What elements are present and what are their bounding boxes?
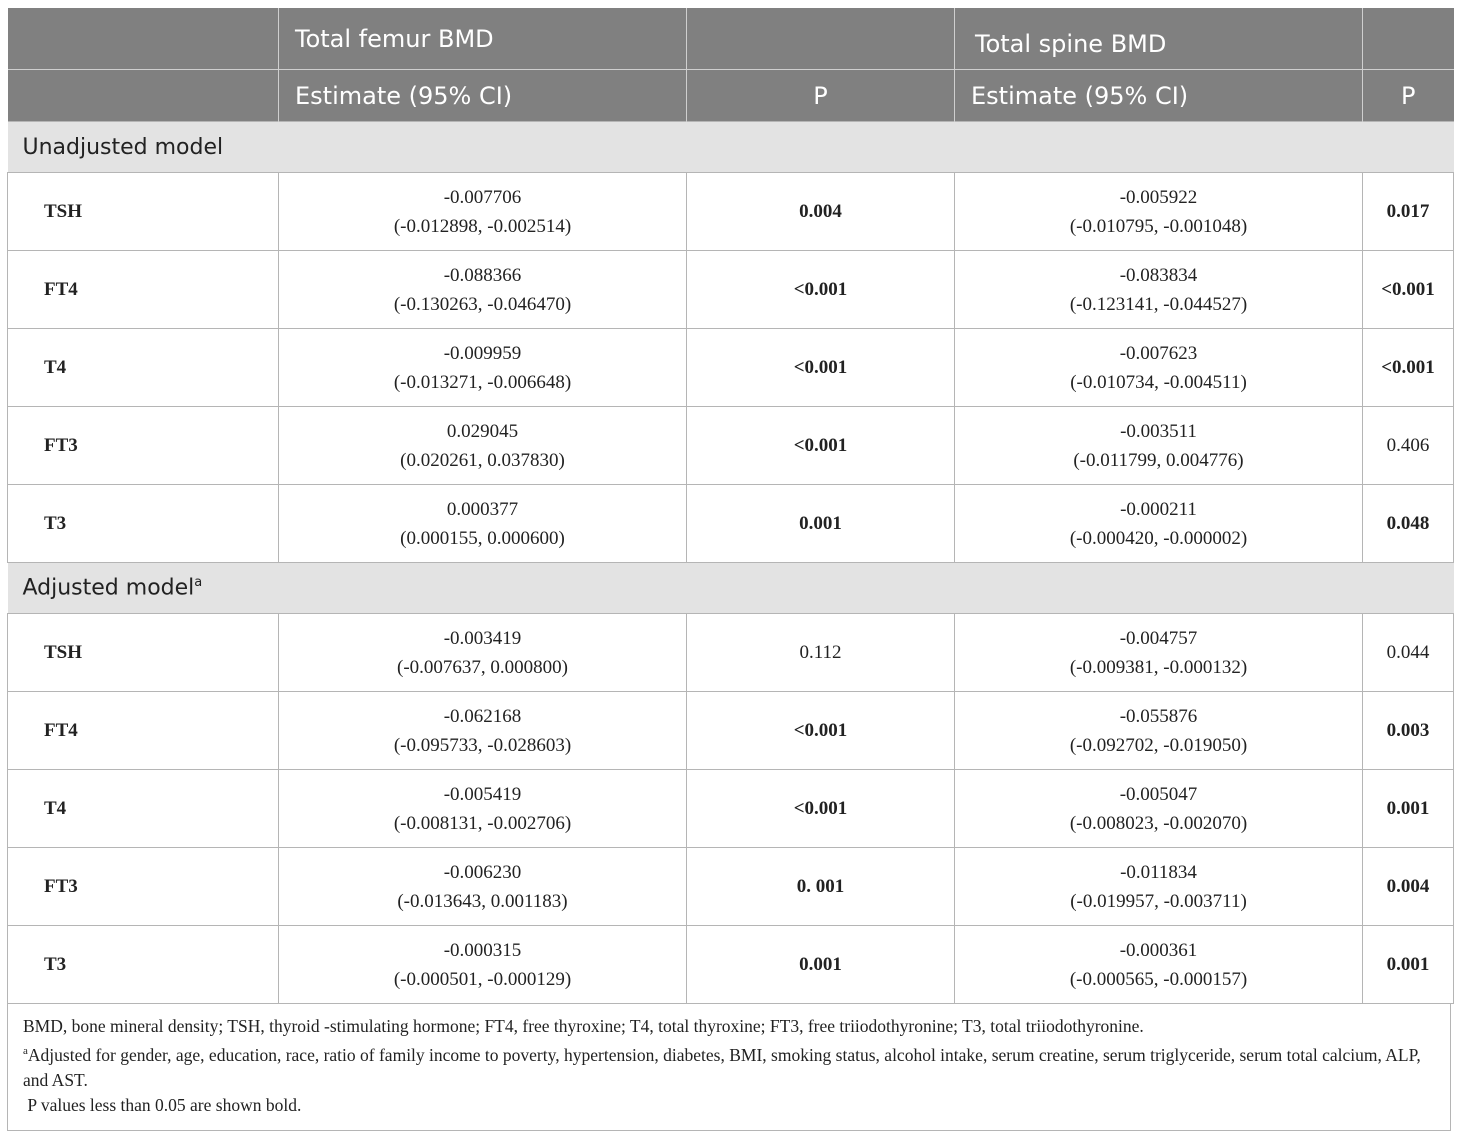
table-row [8,692,1454,770]
section-header-row [8,563,1454,614]
spine-confidence-interval: (-0.010734, -0.004511) [1070,371,1247,393]
table-row [8,251,1454,329]
femur-estimate-cell [279,848,687,926]
femur-p-value-cell: 0.001 [687,926,955,1004]
table-row [8,173,1454,251]
femur-confidence-interval: (-0.013271, -0.006648) [393,371,572,393]
variable-cell: TSH [8,614,279,692]
spine-p-value-cell: 0.048 [1363,485,1454,563]
femur-estimate-cell [279,770,687,848]
spine-estimate-cell [955,614,1363,692]
footnote-adjusted-text: Adjusted for gender, age, education, race, ratio of family income to poverty, hypertension, diabetes, BMI, smoking status, alcohol intake, serum creatine, serum triglyceride, serum total calcium, ALP, and AST. [23,1044,1421,1090]
header-row-groups [8,8,1454,70]
spine-p-value-cell: 0.001 [1363,770,1454,848]
femur-confidence-interval: (-0.000501, -0.000129) [393,968,572,990]
variable-cell: T3 [8,926,279,1004]
header-empty-cell [687,8,955,70]
spine-confidence-interval: (-0.000565, -0.000157) [1069,968,1248,990]
femur-p-value-cell: <0.001 [687,692,955,770]
spine-estimate-value: -0.005047 [1119,783,1198,805]
femur-confidence-interval: (-0.130263, -0.046470) [393,293,572,315]
femur-confidence-interval: (0.000155, 0.000600) [400,527,565,549]
femur-estimate-value: 0.000377 [446,498,519,520]
table-row [8,848,1454,926]
spine-p-value-cell: 0.004 [1363,848,1454,926]
femur-group-header: Total femur BMD [279,8,687,70]
spine-confidence-interval: (-0.123141, -0.044527) [1069,293,1248,315]
femur-estimate-value: 0.029045 [446,420,519,442]
femur-p-value-cell: <0.001 [687,770,955,848]
section-title-text: Adjusted model [22,575,195,601]
femur-confidence-interval: (-0.007637, 0.000800) [397,656,568,678]
femur-p-value-cell: <0.001 [687,407,955,485]
table-row [8,329,1454,407]
femur-estimate-value: -0.000315 [443,939,522,961]
spine-estimate-value: -0.083834 [1119,264,1198,286]
section-title-text: Unadjusted model [22,134,224,160]
spine-estimate-value: -0.000361 [1119,939,1198,961]
femur-estimate-value: -0.005419 [443,783,522,805]
spine-estimate-value: -0.004757 [1119,627,1198,649]
spine-confidence-interval: (-0.010795, -0.001048) [1069,215,1248,237]
footnote-abbreviations: BMD, bone mineral density; TSH, thyroid -stimulating hormone; FT4, free thyroxine; T4, total thyroxine; FT3, free triiodothyronine; T3, total triiodothyronine. [23,1016,1144,1036]
femur-estimate-cell [279,692,687,770]
femur-confidence-interval: (-0.013643, 0.001183) [397,890,568,912]
section-title [8,122,1454,173]
femur-confidence-interval: (-0.008131, -0.002706) [393,812,572,834]
footnote-bold-note-text: P values less than 0.05 are shown bold. [27,1094,302,1115]
spine-estimate-cell [955,329,1363,407]
table-row [8,614,1454,692]
footnote-bold-note [23,1093,1435,1118]
spine-confidence-interval: (-0.008023, -0.002070) [1069,812,1248,834]
femur-confidence-interval: (-0.012898, -0.002514) [393,215,572,237]
femur-estimate-cell [279,614,687,692]
spine-confidence-interval: (-0.019957, -0.003711) [1070,890,1247,912]
variable-cell: T4 [8,770,279,848]
spine-estimate-value: -0.011834 [1120,861,1197,883]
spine-estimate-cell [955,770,1363,848]
spine-p-value-cell: 0.003 [1363,692,1454,770]
variable-cell: FT4 [8,251,279,329]
variable-cell: TSH [8,173,279,251]
femur-p-value-cell: 0. 001 [687,848,955,926]
spine-estimate-cell [955,173,1363,251]
femur-estimate-header: Estimate (95% CI) [279,70,687,122]
header-row-columns [8,70,1454,122]
spine-estimate-value: -0.007623 [1119,342,1198,364]
spine-confidence-interval: (-0.092702, -0.019050) [1069,734,1248,756]
spine-estimate-cell [955,926,1363,1004]
table-row [8,485,1454,563]
variable-cell: FT3 [8,848,279,926]
table-row [8,926,1454,1004]
femur-estimate-cell [279,173,687,251]
femur-p-value-cell: 0.112 [687,614,955,692]
footnote-adjusted [23,1039,1435,1093]
table-row [8,407,1454,485]
femur-confidence-interval: (-0.095733, -0.028603) [393,734,572,756]
spine-estimate-value: -0.005922 [1119,186,1198,208]
variable-cell: FT3 [8,407,279,485]
spine-p-value-cell: <0.001 [1363,251,1454,329]
femur-p-value-cell: 0.004 [687,173,955,251]
femur-estimate-value: -0.006230 [443,861,522,883]
spine-estimate-cell [955,692,1363,770]
femur-confidence-interval: (0.020261, 0.037830) [400,449,565,471]
variable-cell: T3 [8,485,279,563]
table-row [8,770,1454,848]
spine-confidence-interval: (-0.000420, -0.000002) [1069,527,1248,549]
femur-p-value-cell: <0.001 [687,251,955,329]
spine-estimate-header: Estimate (95% CI) [955,70,1363,122]
spine-p-value-cell: 0.001 [1363,926,1454,1004]
femur-estimate-value: -0.003419 [443,627,522,649]
spine-estimate-value: -0.000211 [1120,498,1197,520]
spine-p-value-cell: 0.044 [1363,614,1454,692]
section-title [8,563,1454,614]
bmd-association-table [7,8,1454,1004]
spine-estimate-value: -0.055876 [1119,705,1198,727]
spine-confidence-interval: (-0.009381, -0.000132) [1069,656,1248,678]
femur-estimate-value: -0.088366 [443,264,522,286]
header-empty-cell [8,70,279,122]
section-footnote-marker: a [194,575,203,591]
spine-p-header: P [1363,70,1454,122]
spine-p-value-cell: 0.406 [1363,407,1454,485]
femur-estimate-value: -0.062168 [443,705,522,727]
header-empty-cell [1363,8,1454,70]
variable-cell: T4 [8,329,279,407]
spine-estimate-value: -0.003511 [1120,420,1197,442]
spine-estimate-cell [955,485,1363,563]
table-footnotes [7,1004,1451,1131]
variable-cell: FT4 [8,692,279,770]
spine-p-value-cell: 0.017 [1363,173,1454,251]
femur-p-value-cell: 0.001 [687,485,955,563]
table-body [8,122,1454,1004]
femur-estimate-cell [279,485,687,563]
femur-p-value-cell: <0.001 [687,329,955,407]
spine-p-value-cell: <0.001 [1363,329,1454,407]
header-empty-cell [8,8,279,70]
spine-estimate-cell [955,251,1363,329]
spine-confidence-interval: (-0.011799, 0.004776) [1073,449,1244,471]
femur-p-header: P [687,70,955,122]
femur-estimate-value: -0.009959 [443,342,522,364]
spine-estimate-cell [955,848,1363,926]
footnote-marker: a [23,1045,28,1057]
results-table-container [7,8,1453,1131]
femur-estimate-cell [279,251,687,329]
spine-group-header: Total spine BMD [955,8,1363,70]
femur-estimate-value: -0.007706 [443,186,522,208]
femur-estimate-cell [279,926,687,1004]
femur-estimate-cell [279,407,687,485]
spine-estimate-cell [955,407,1363,485]
section-header-row [8,122,1454,173]
femur-estimate-cell [279,329,687,407]
